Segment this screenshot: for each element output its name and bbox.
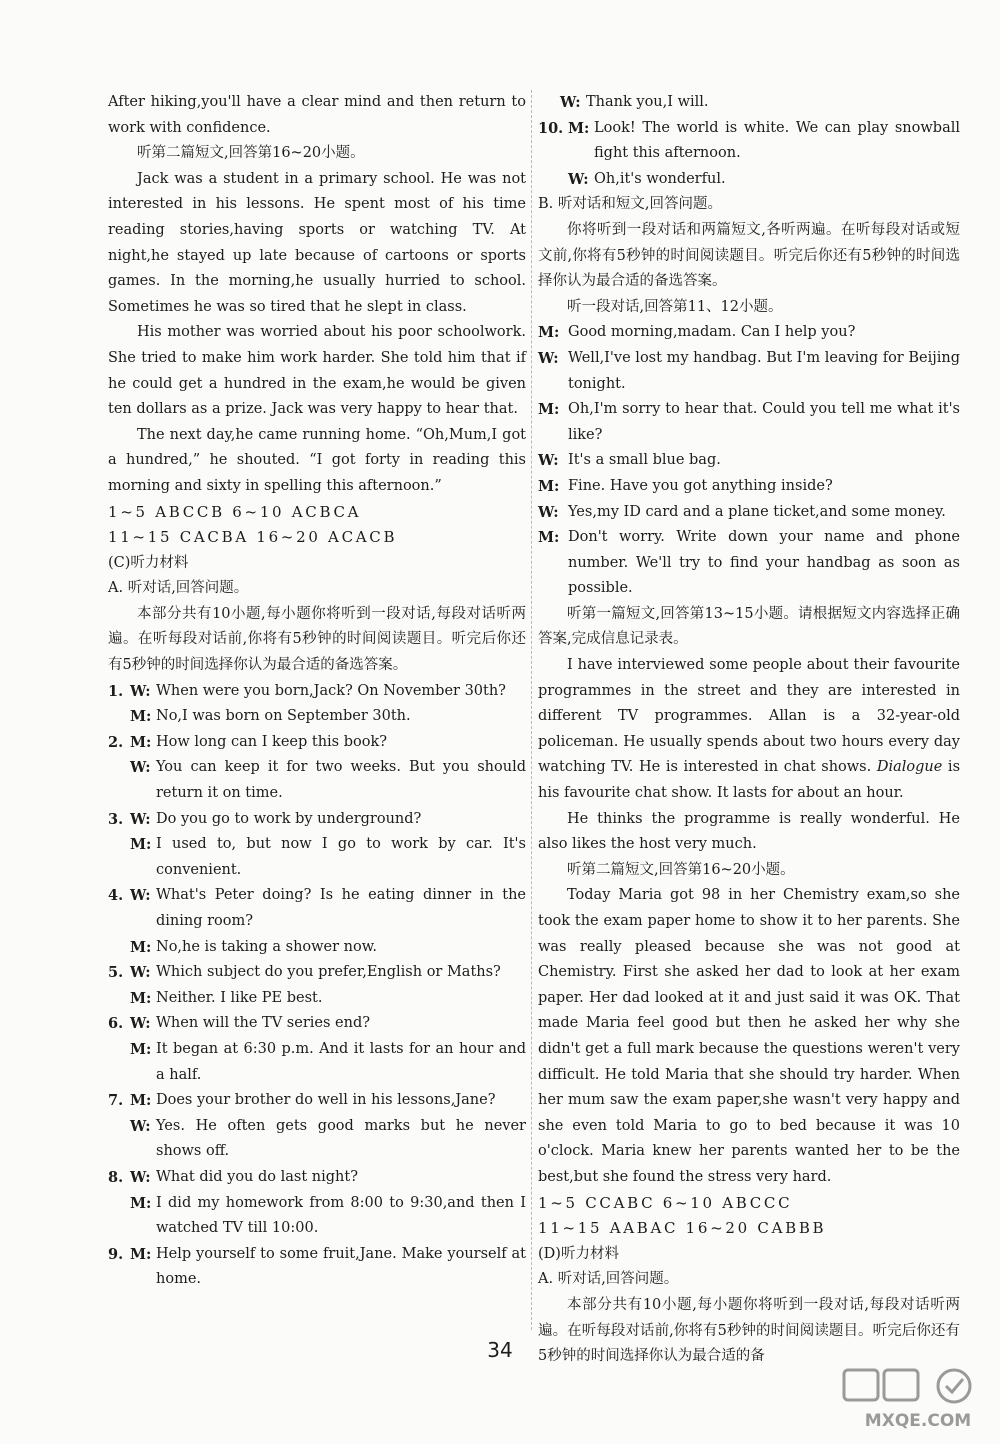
answer-key: 1~5 ABCCB 6~10 ACBCA <box>108 502 362 521</box>
paragraph: After hiking,you'll have a clear mind and then return to work with confidence. <box>108 94 526 136</box>
left-column <box>108 90 526 1293</box>
answer-key: 11~15 CACBA 16~20 ACACB <box>108 528 398 547</box>
section-heading: (C)听力材料 <box>108 554 189 571</box>
dialogue-5: 5. W: Which subject do you prefer,English or Maths? M: Neither. I like PE best. <box>108 964 501 1007</box>
answer-key: 11~15 AABAC 16~20 CABBB <box>538 1219 827 1238</box>
instructions: 本部分共有10小题,每小题你将听到一段对话,每段对话听两遍。在听每段对话前,你将有5秒钟的时间阅读题目。听完后你还有5秒钟的时间选择你认为最合适的备选答案。 <box>108 605 526 674</box>
page-number: 34 <box>487 1338 513 1362</box>
svg-text:MXQE.COM: MXQE.COM <box>864 1411 972 1431</box>
section-heading: 听第二篇短文,回答第16~20小题。 <box>567 861 795 878</box>
dialogue-6: 6. W: When will the TV series end? M: It began at 6:30 p.m. And it lasts for an hour and a half. <box>108 1015 526 1083</box>
dialogue-9-reply: W: Thank you,I will. <box>560 94 709 111</box>
paragraph: His mother was worried about his poor schoolwork. She tried to make him work harder. She told him that if he could get a hundred in the exam,he would be given ten dollars as a prize. Jack was very happy to hear that. <box>108 324 526 418</box>
section-heading: 听第一篇短文,回答第13~15小题。请根据短文内容选择正确答案,完成信息记录表。 <box>538 605 960 648</box>
section-heading: B. 听对话和短文,回答问题。 <box>538 196 722 213</box>
section-heading: A. 听对话,回答问题。 <box>538 1271 679 1288</box>
watermark-logo <box>838 1368 998 1434</box>
column-divider <box>531 90 533 1330</box>
dialogue-10: 10. M: Look! The world is white. We can play snowball fight this afternoon. W: Oh,it's wonderful. <box>538 119 960 188</box>
watermark-icon <box>838 1368 998 1434</box>
paragraph: I have interviewed some people about their favourite programmes in the street and they are interested in different TV programmes. Allan is a 32-year-old policeman. He usually spends about two hours every day watching TV. He is interested in chat shows. Dialogue is his favourite chat show. It lasts for about an hour. <box>538 657 961 802</box>
paragraph: Jack was a student in a primary school. He was not interested in his lessons. He spent most of his time reading stories,having sports or watching TV. At night,he stayed up late because of cartoons or sports games. In the morning,he usually hurried to school. Sometimes he was so tired that he slept in class. <box>108 170 526 315</box>
dialogue-4: 4. W: What's Peter doing? Is he eating dinner in the dining room? M: No,he is taking a shower now. <box>108 887 526 956</box>
dialogue-8: 8. W: What did you do last night? M: I did my homework from 8:00 to 9:30,and then I watched TV till 10:00. <box>108 1168 526 1237</box>
dialogue-2: 2. M: How long can I keep this book? W: You can keep it for two weeks. But you should return it on time. <box>108 733 526 802</box>
dialogue-7: 7. M: Does your brother do well in his lessons,Jane? W: Yes. He often gets good marks but he never shows off. <box>108 1092 526 1160</box>
section-heading: 听第二篇短文,回答第16~20小题。 <box>137 145 365 162</box>
paragraph: The next day,he came running home. “Oh,Mum,I got a hundred,” he shouted. “I got forty in reading this morning and sixty in spelling this afternoon.” <box>108 426 526 494</box>
instructions: 你将听到一段对话和两篇短文,各听两遍。在听每段对话或短文前,你将有5秒钟的时间阅读题目。听完后你还有5秒钟的时间选择你认为最合适的备选答案。 <box>538 221 960 290</box>
conversation: M: Good morning,madam. Can I help you? W: Well,I've lost my handbag. But I'm leaving for Beijing tonight. M: Oh,I'm sorry to hear that. Could you tell me what it's like? W: It's a small blue bag. M: Fine. Have you got anything inside? W: Yes,my ID card and a plane ticket,and some money. M: Don't worry. Write down your name and phone number. We'll try to find your handbag as soon as possible. <box>538 324 960 597</box>
dialogue-1: 1. W: When were you born,Jack? On November 30th? M: No,I was born on September 30th. <box>108 682 506 726</box>
answer-key: 1~5 CCABC 6~10 ABCCC <box>538 1193 793 1212</box>
section-heading: A. 听对话,回答问题。 <box>108 580 249 597</box>
right-column <box>538 90 960 1370</box>
section-heading: (D)听力材料 <box>538 1245 619 1262</box>
dialogue-9: 9. M: Help yourself to some fruit,Jane. Make yourself at home. <box>108 1245 526 1288</box>
instructions: 本部分共有10小题,每小题你将听到一段对话,每段对话听两遍。在听每段对话前,你将有5秒钟的时间阅读题目。听完后你还有5秒钟的时间选择你认为最合适的备 <box>538 1296 960 1365</box>
dialogue-3: 3. W: Do you go to work by underground? M: I used to, but now I go to work by car. It's convenient. <box>108 810 526 878</box>
section-heading: 听一段对话,回答第11、12小题。 <box>567 298 783 315</box>
paragraph: Today Maria got 98 in her Chemistry exam,so she took the exam paper home to show it to her parents. She was really pleased because she was not good at Chemistry. First she asked her dad to look at her exam paper. Her dad looked at it and just said it was OK. That made Maria feel good but then he asked her why she didn't get a full mark because the questions weren't very difficult. He told Maria that she should try harder. When her mum saw the exam paper,she wasn't very happy and she even told Maria to go to bed because it was 10 o'clock. Maria knew her parents wanted her to be the best,but she found the stress very hard. <box>538 887 960 1185</box>
paragraph: He thinks the programme is really wonderful. He also likes the host very much. <box>538 810 960 853</box>
